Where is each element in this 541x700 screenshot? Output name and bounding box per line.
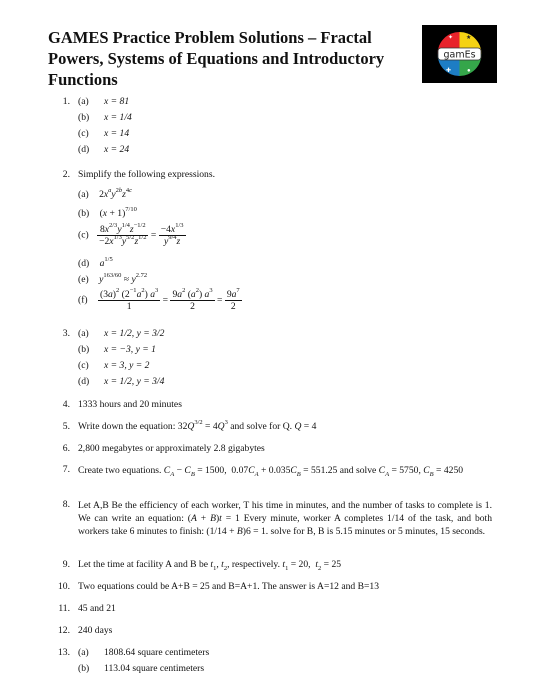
problem-number: 3. [62,328,70,339]
part-label: (b) [78,663,90,674]
problem-2-part-a [78,186,133,201]
svg-text:●: ● [467,68,471,74]
problem-text: Simplify the following expressions. [78,169,215,180]
answer: x = 1/4 [104,112,132,123]
expression: $y^{163/60} \approx y^{2.72}$ [99,271,148,285]
problem-number: 12. [58,625,70,636]
problem-text: Write down the equation: $32Q^{3/2} = 4Q^3$ and solve for Q. Q = 4 [78,418,317,432]
answer: x = 1/2, y = 3/2 [104,328,165,339]
games-logo [422,25,497,83]
part-label: (d) [78,144,90,155]
svg-text:✦: ✦ [448,35,454,41]
fraction: $\frac{8x^{2/3}y^{1/4}z^{-1/2}}{-2x^{1/3}y^{5/2}z^{1/2}}$ [99,221,147,247]
part-label: (c) [78,360,89,371]
problem-text: 45 and 21 [78,603,116,614]
problem-number: 13. [58,647,70,658]
expression: $(x + 1)^{7/10}$ [99,205,137,219]
problem-number: 7. [62,464,70,475]
answer: x = 3, y = 2 [104,360,150,371]
part-label: (e) [78,274,89,285]
problem-2-part-f: (f) $\frac{(3a)^2 (2^{-1}a^2) a^3}{1}$ = $\frac{9a^2 (a^2) a^3}{2}$ = $\frac{9a^7}{2}$ [78,286,240,312]
problem-number: 4. [62,399,70,410]
part-label: (d) [78,258,90,269]
part-label: (f) [78,294,88,306]
answer: 1808.64 square centimeters [104,647,210,658]
problem-2-part-b [78,205,137,220]
problem-number: 5. [62,421,70,432]
answer: x = 81 [104,96,130,107]
problem-number: 11. [58,603,70,614]
part-label: (b) [78,208,90,219]
problem-text: Let the time at facility A and B be $t_1$, $t_2$, respectively. $t_1 = 20$, $t_2 = 25$ [78,559,342,572]
problem-number: 6. [62,443,70,454]
fraction: $\frac{9a^7}{2}$ [226,286,240,312]
part-label: (a) [78,96,89,107]
part-label: (c) [78,128,89,139]
problem-text: 1333 hours and 20 minutes [78,399,182,410]
svg-text:★: ★ [466,35,472,41]
part-label: (b) [78,112,90,123]
part-label: (d) [78,376,90,387]
fraction: $\frac{9a^2 (a^2) a^3}{2}$ [172,286,213,312]
part-label: (c) [78,229,89,241]
answer: x = 1/2, y = 3/4 [104,376,165,387]
problem-text: Two equations could be A+B = 25 and B=A+1. The answer is A=12 and B=13 [78,581,380,592]
expression: $a^{1/5}$ [99,255,113,269]
problem-number: 9. [62,559,70,570]
problem-number: 2. [62,169,70,180]
problem-number: 8. [62,499,70,510]
problem-text: 240 days [78,625,113,636]
fraction: $\frac{(3a)^2 (2^{-1}a^2) a^3}{1}$ [100,286,159,312]
problem-2-part-c: (c) $\frac{8x^{2/3}y^{1/4}z^{-1/2}}{-2x^{1/3}y^{5/2}z^{1/2}}$ = $\frac{-4x^{1/3}}{y^{9/4}z}$ [78,221,184,247]
fraction: $\frac{-4x^{1/3}}{y^{9/4}z}$ [160,221,184,247]
part-label: (a) [78,647,89,658]
problem-2-part-e [78,271,148,286]
problem-2-part-d [78,255,113,270]
problem-number: 1. [62,96,70,107]
answer: 113.04 square centimeters [104,663,205,674]
part-label: (a) [78,328,89,339]
problem-8-text: Let A,B Be the efficiency of each worker, T his time in minutes, and the number of tasks to complete is 1. We can write an equation: (A + B)t = 1 Every minute, worker A completes 1/14 of the task, and both workers take 6 minutes to finish: (1/14 + B)6 = 1. solve for B, B is 5.15 minutes or 5 minutes, 15 seconds. [78,500,493,537]
problem-text: 2,800 megabytes or approximately 2.8 gigabytes [78,443,265,454]
document-title: GAMES Practice Problem Solutions – Fractal Powers, Systems of Equations and Introductory Functions [48,28,385,89]
answer: x = −3, y = 1 [104,344,156,355]
answer: x = 24 [104,144,130,155]
answer: x = 14 [104,128,130,139]
svg-text:✚: ✚ [446,68,452,74]
problem-number: 10. [58,581,70,592]
logo-text: gamEs [443,49,476,61]
part-label: (b) [78,344,90,355]
problem-7-text: Create two equations. $C_A - C_B = 1500$, $0.07C_A + 0.035C_B = 551.25$ and solve $C_A = 5750$, $C_B = 4250$ [78,465,464,478]
expression: $2x^ay^{2b}z^{4c}$ [99,186,133,200]
part-label: (a) [78,189,89,200]
